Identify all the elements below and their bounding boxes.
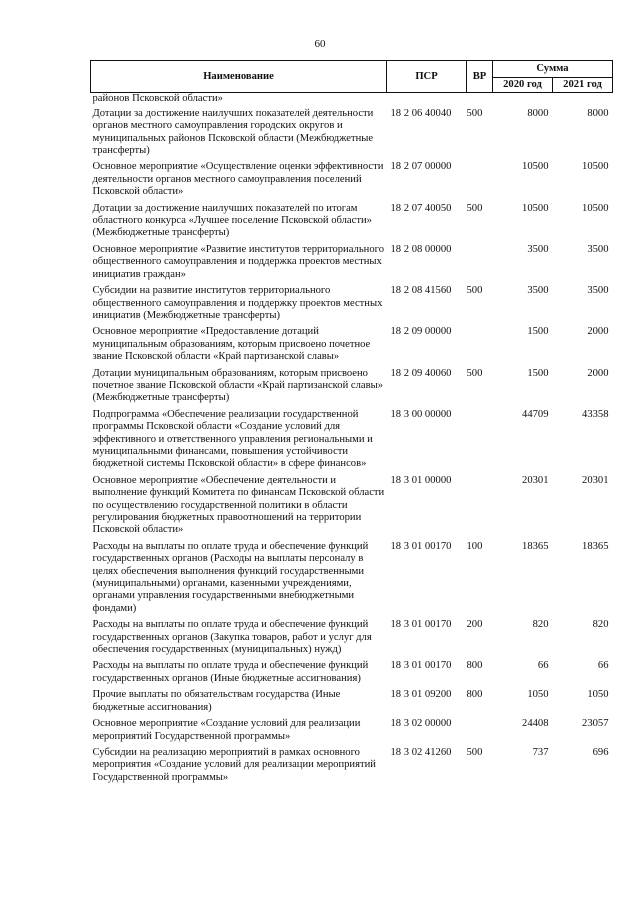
header-psr: ПСР xyxy=(387,61,467,93)
row-vr-code: 500 xyxy=(466,107,483,119)
budget-table xyxy=(90,60,613,786)
header-vr: ВР xyxy=(467,61,493,93)
row-psr-code: 18 3 01 00170 xyxy=(390,660,452,672)
row-sum-2020: 1500 xyxy=(527,326,549,338)
row-psr-code: 18 3 00 00000 xyxy=(390,408,452,420)
table-row xyxy=(91,106,613,160)
row-vr-code: 500 xyxy=(466,367,483,379)
row-sum-2020: 1050 xyxy=(527,689,549,701)
row-sum-2020: 737 xyxy=(532,746,549,758)
row-sum-2020: 10500 xyxy=(522,161,549,173)
row-vr-code: 200 xyxy=(466,619,483,631)
row-sum-2021: 10500 xyxy=(582,161,609,173)
table-row xyxy=(91,201,613,242)
row-psr-code: 18 2 09 00000 xyxy=(390,326,452,338)
continuation-row xyxy=(91,93,613,106)
row-sum-2020: 10500 xyxy=(522,202,549,214)
table-row xyxy=(91,745,613,786)
row-name: Расходы на выплаты по оплате труда и обеспечение функций государственных органов (Закупка товаров, работ и услуг для обеспечения государственных (муниципальных) нужд) xyxy=(92,619,372,656)
row-name: Основное мероприятие «Развитие институтов территориального общественного самоуправления и поддержка проектов местных инициатив граждан» xyxy=(92,243,384,280)
row-psr-code: 18 3 01 00170 xyxy=(390,619,452,631)
row-psr-code: 18 3 01 00170 xyxy=(390,540,452,552)
header-year-2021: 2021 год xyxy=(553,78,613,93)
row-name: Прочие выплаты по обязательствам государства (Иные бюджетные ассигнования) xyxy=(92,689,341,713)
row-sum-2021: 2000 xyxy=(587,326,609,338)
row-sum-2021: 23057 xyxy=(582,718,609,730)
table-row xyxy=(91,617,613,658)
header-sum: Сумма xyxy=(493,61,613,78)
row-name: Расходы на выплаты по оплате труда и обеспечение функций государственных органов (Иные бюджетные ассигнования) xyxy=(92,660,369,684)
row-sum-2021: 696 xyxy=(592,746,609,758)
row-name: Основное мероприятие «Обеспечение деятельности и выполнение функций Комитета по финансам Псковской области по осуществлению государственной политики в области регулирования бюджетных правоотношений на территории Псковской области» xyxy=(92,474,385,536)
row-vr-code xyxy=(467,473,493,539)
row-name: Дотации за достижение наилучших показателей деятельности органов местного самоуправления городских округов и муниципальных районов Псковской области (Межбюджетные трансферты) xyxy=(92,107,374,157)
row-sum-2020: 18365 xyxy=(522,540,549,552)
row-vr-code xyxy=(467,407,493,473)
row-psr-code: 18 2 07 40050 xyxy=(390,202,452,214)
table-row xyxy=(91,366,613,407)
row-psr-code: 18 3 02 41260 xyxy=(390,746,452,758)
row-psr-code: 18 2 07 00000 xyxy=(390,161,452,173)
table-row xyxy=(91,324,613,365)
row-name: Основное мероприятие «Создание условий для реализации мероприятий Государственной программы» xyxy=(92,718,361,742)
row-psr-code: 18 2 06 40040 xyxy=(390,107,452,119)
continuation-text: районов Псковской области» xyxy=(92,93,223,105)
table-row xyxy=(91,716,613,745)
row-vr-code: 800 xyxy=(466,660,483,672)
row-sum-2020: 8000 xyxy=(527,107,549,119)
row-sum-2020: 20301 xyxy=(522,474,549,486)
row-vr-code xyxy=(467,716,493,745)
row-sum-2020: 1500 xyxy=(527,367,549,379)
header-name: Наименование xyxy=(91,61,387,93)
row-sum-2021: 20301 xyxy=(582,474,609,486)
table-row xyxy=(91,473,613,539)
row-sum-2021: 43358 xyxy=(582,408,609,420)
table-row xyxy=(91,159,613,200)
row-sum-2020: 3500 xyxy=(527,285,549,297)
row-name: Расходы на выплаты по оплате труда и обеспечение функций государственных органов (Расходы на выплаты персоналу в целях обеспечения выполнения функций государственными (муниципальными) органами, казенными учреждениями, органами управления государственными внебюджетными фондами) xyxy=(92,540,369,614)
table-row xyxy=(91,242,613,283)
table-row xyxy=(91,407,613,473)
row-sum-2021: 18365 xyxy=(582,540,609,552)
row-name: Дотации за достижение наилучших показателей по итогам областного конкурса «Лучшее поселение Псковской области» (Межбюджетные трансферты) xyxy=(92,202,372,239)
row-name: Основное мероприятие «Осуществление оценки эффективности деятельности органов местного самоуправления поселений Псковской области» xyxy=(92,161,384,198)
page-number: 60 xyxy=(314,38,326,50)
row-vr-code: 500 xyxy=(466,746,483,758)
row-psr-code: 18 3 02 00000 xyxy=(390,718,452,730)
row-psr-code: 18 3 01 00000 xyxy=(390,474,452,486)
row-sum-2020: 44709 xyxy=(522,408,549,420)
row-sum-2021: 2000 xyxy=(587,367,609,379)
header-year-2020: 2020 год xyxy=(493,78,553,93)
row-vr-code: 500 xyxy=(466,285,483,297)
row-name: Дотации муниципальным образованиям, которым присвоено почетное звание Псковской области «Край партизанской славы» (Межбюджетные трансферты) xyxy=(92,367,384,404)
row-vr-code: 500 xyxy=(466,202,483,214)
row-sum-2021: 3500 xyxy=(587,285,609,297)
row-sum-2021: 1050 xyxy=(587,689,609,701)
row-vr-code xyxy=(467,159,493,200)
row-name: Субсидии на реализацию мероприятий в рамках основного мероприятия «Создание условий для реализации мероприятий Государственной программы» xyxy=(92,746,376,783)
table-row xyxy=(91,658,613,687)
row-name: Подпрограмма «Обеспечение реализации государственной программы Псковской области «Создание условий для эффективного и ответственного управления региональными и муниципальными финансами, повышения устойчивости бюджетной системы Псковской области» в сфере финансов» xyxy=(92,408,373,470)
row-sum-2020: 820 xyxy=(532,619,549,631)
row-sum-2020: 24408 xyxy=(522,718,549,730)
row-sum-2021: 66 xyxy=(597,660,609,672)
table-row xyxy=(91,283,613,324)
table-row xyxy=(91,539,613,617)
row-sum-2021: 10500 xyxy=(582,202,609,214)
row-psr-code: 18 2 08 41560 xyxy=(390,285,452,297)
row-name: Субсидии на развитие институтов территориального общественного самоуправления и поддержку проектов местных инициатив (Межбюджетные трансферты) xyxy=(92,285,383,321)
row-sum-2020: 66 xyxy=(537,660,549,672)
row-name: Основное мероприятие «Предоставление дотаций муниципальным образованиям, которым присвоено почетное звание Псковской области «Край партизанской славы» xyxy=(92,326,371,363)
row-vr-code xyxy=(467,324,493,365)
row-psr-code: 18 2 09 40060 xyxy=(390,367,452,379)
row-vr-code xyxy=(467,242,493,283)
row-psr-code: 18 3 01 09200 xyxy=(390,689,452,701)
row-sum-2021: 3500 xyxy=(587,243,609,255)
table-header xyxy=(91,61,613,93)
row-vr-code: 100 xyxy=(466,540,483,552)
row-sum-2021: 8000 xyxy=(587,107,609,119)
row-psr-code: 18 2 08 00000 xyxy=(390,243,452,255)
table-row xyxy=(91,687,613,716)
row-sum-2021: 820 xyxy=(592,619,609,631)
row-sum-2020: 3500 xyxy=(527,243,549,255)
row-vr-code: 800 xyxy=(466,689,483,701)
table-body xyxy=(91,93,613,786)
